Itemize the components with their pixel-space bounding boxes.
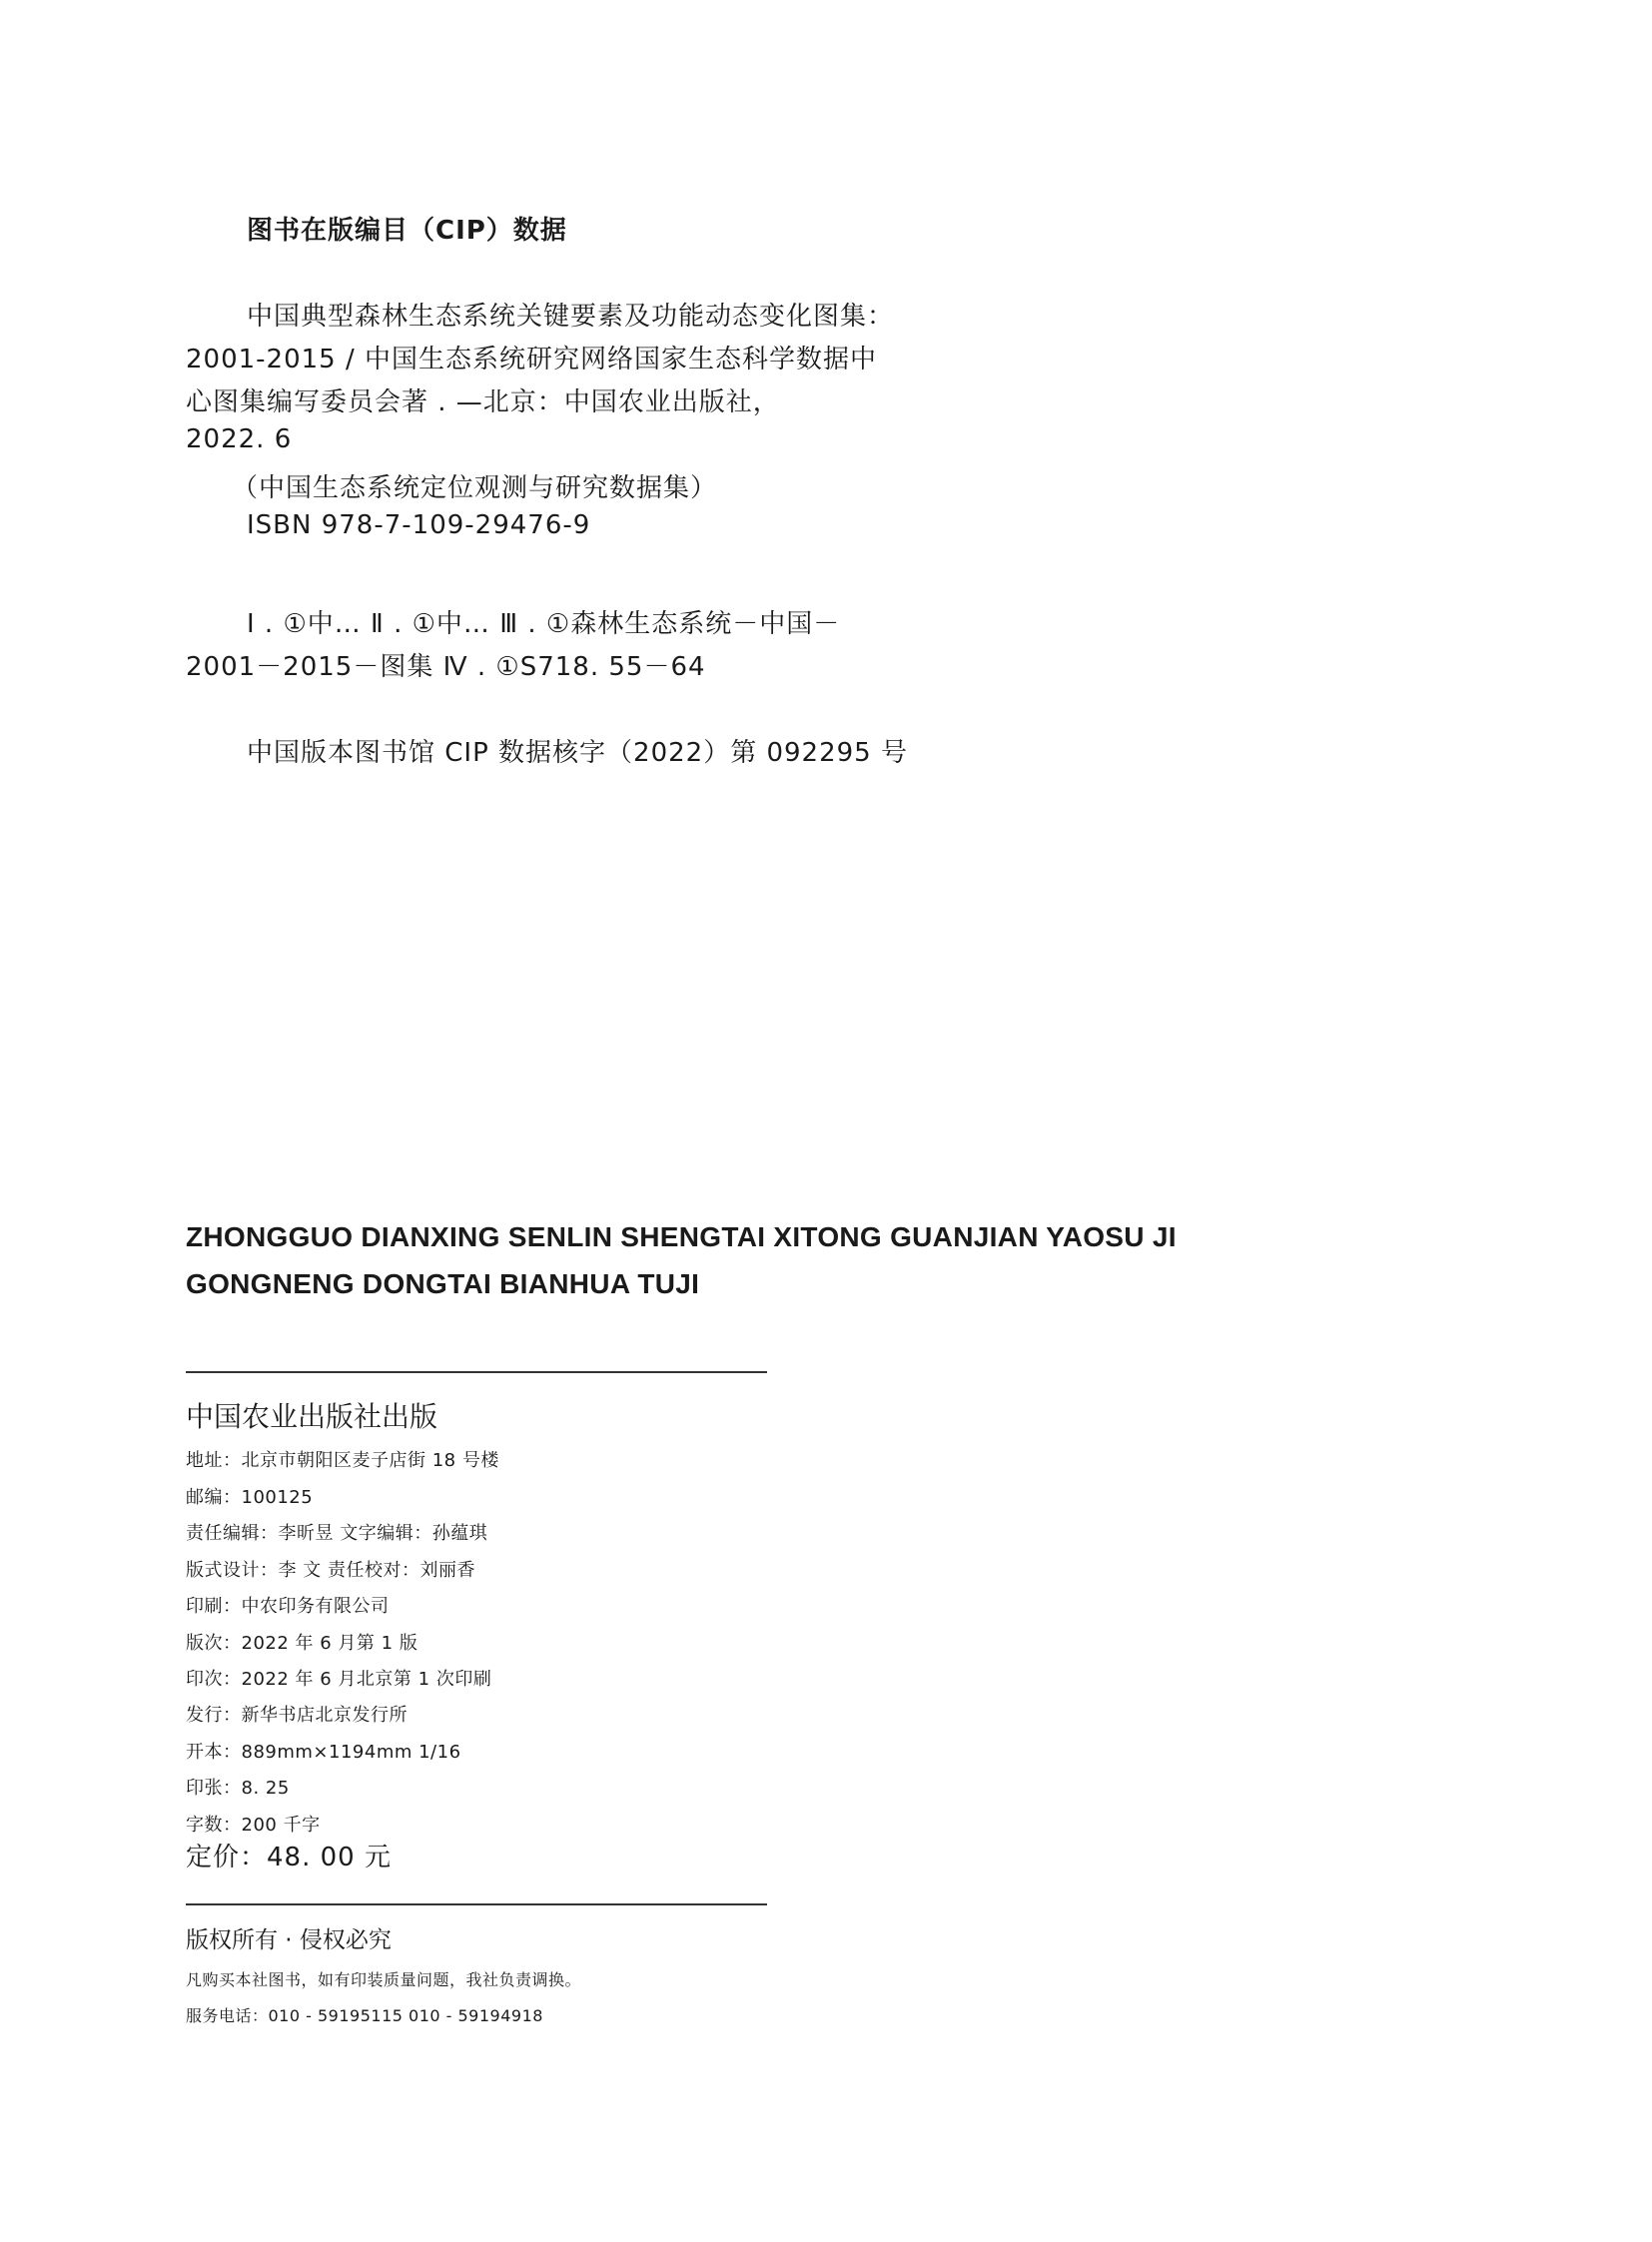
postcode-line: 邮编：100125	[186, 1487, 314, 1508]
return-policy-line: 凡购买本社图书，如有印装质量问题，我社负责调换。	[186, 1970, 582, 1989]
cip-title-line: 2001-2015 / 中国生态系统研究网络国家生态科学数据中	[186, 345, 878, 374]
pinyin-title-line: ZHONGGUO DIANXING SENLIN SHENGTAI XITONG GUANJIAN YAOSU JI	[186, 1221, 1177, 1252]
printing-line: 印次：2022 年 6 月北京第 1 次印刷	[186, 1669, 492, 1690]
edition-line: 版次：2022 年 6 月第 1 版	[186, 1633, 418, 1654]
cip-title-line: 心图集编写委员会著 . —北京：中国农业出版社，	[186, 387, 780, 417]
cip-record-number: 中国版本图书馆 CIP 数据核字（2022）第 092295 号	[247, 738, 908, 768]
distributor-line: 发行：新华书店北京发行所	[186, 1705, 408, 1726]
sheets-line: 印张：8. 25	[186, 1778, 290, 1799]
copyright-title: 版权所有 · 侵权必究	[186, 1927, 392, 1953]
price-line: 定价：48. 00 元	[186, 1843, 392, 1872]
word-count-line: 字数：200 千字	[186, 1815, 321, 1836]
cip-classification-line: Ⅰ . ①中… Ⅱ . ①中… Ⅲ . ①森林生态系统－中国－	[247, 609, 841, 639]
top-divider	[186, 1371, 767, 1373]
cip-title-line: 中国典型森林生态系统关键要素及功能动态变化图集：	[247, 302, 895, 332]
bottom-divider	[186, 1903, 767, 1905]
editors-line: 责任编辑：李昕昱 文字编辑：孙蕴琪	[186, 1523, 488, 1544]
pinyin-title-line: GONGNENG DONGTAI BIANHUA TUJI	[186, 1268, 700, 1299]
design-proofreading-line: 版式设计：李 文 责任校对：刘丽香	[186, 1560, 475, 1581]
cip-classification-line: 2001－2015－图集 Ⅳ . ①S718. 55－64	[186, 652, 706, 682]
format-line: 开本：889mm×1194mm 1/16	[186, 1742, 461, 1763]
cip-date-line: 2022. 6	[186, 424, 293, 454]
cip-series-line: （中国生态系统定位观测与研究数据集）	[232, 473, 718, 503]
cip-isbn-line: ISBN 978-7-109-29476-9	[247, 510, 591, 540]
address-line: 地址：北京市朝阳区麦子店街 18 号楼	[186, 1450, 499, 1471]
service-phone-line: 服务电话：010 - 59195115 010 - 59194918	[186, 2006, 543, 2025]
cip-heading: 图书在版编目（CIP）数据	[247, 216, 567, 246]
publisher-line: 中国农业出版社出版	[186, 1400, 438, 1433]
printer-line: 印刷：中农印务有限公司	[186, 1596, 390, 1617]
